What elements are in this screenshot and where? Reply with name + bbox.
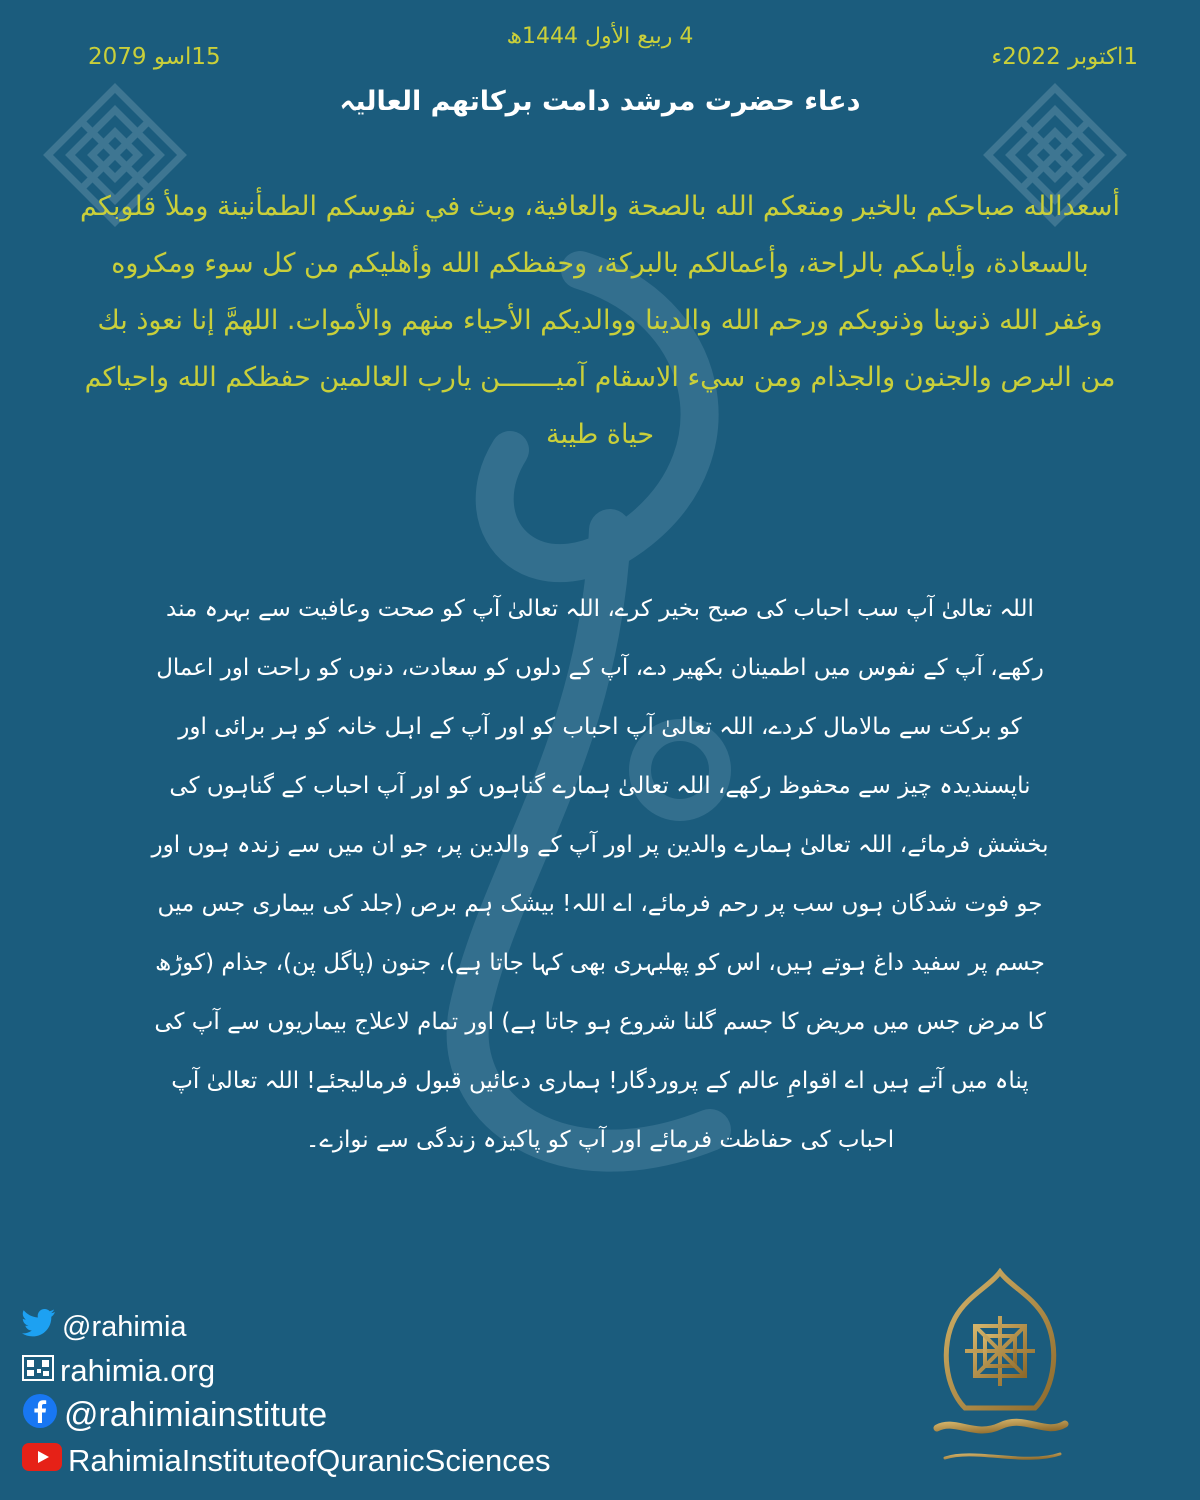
urdu-translation-text: اللہ تعالیٰ آپ سب احباب کی صبح بخیر کرے، اللہ تعالیٰ آپ کو صحت وعافیت سے بہرہ مند رکھے، آپ کے نفوس میں اطمینان بکھیر دے، آپ کے دلوں کو سعادت، دنوں کو راحت اور اعمال کو برکت سے مالامال کردے، اللہ تعالیٰ آپ احباب کو اور آپ کے اہل خانہ کو ہر برائی اور ناپسندیدہ چیز سے محفوظ رکھے، اللہ تعالیٰ ہمارے گناہوں کو اور آپ احباب کے گناہوں کی بخشش فرمائے، اللہ تعالیٰ ہمارے والدین پر اور آپ کے والدین پر، جو ان میں سے زندہ ہوں اور جو فوت شدگان ہوں سب پر رحم فرمائے، اے اللہ! بیشک ہم برص (جلد کی بیماری جس میں جسم پر سفید داغ ہوتے ہیں، اس کو پھلبہری بھی کہا جاتا ہے)، جنون (پاگل پن)، جذام (کوڑھ کا مرض جس میں مریض کا جسم گلنا شروع ہو جاتا ہے) اور تمام لاعلاج بیماریوں سے آپ کی پناہ میں آتے ہیں اے اقوامِ عالم کے پروردگار! ہماری دعائیں قبول فرمالیجئے! اللہ تعالیٰ آپ احباب کی حفاظت فرمائے اور آپ کو پاکیزہ زندگی سے نوازے۔ [151, 596, 1049, 1153]
page-title: دعاء حضرت مرشد دامت برکاتھم العالیہ [339, 86, 861, 117]
hijri-date: 4 ربیع الأول 1444ھ [506, 24, 694, 49]
twitter-handle: @rahimia [62, 1310, 187, 1343]
youtube-link[interactable] [22, 1437, 722, 1485]
facebook-link[interactable] [22, 1393, 722, 1437]
facebook-icon [22, 1393, 58, 1438]
twitter-link[interactable] [22, 1305, 722, 1349]
twitter-icon [22, 1309, 56, 1345]
youtube-icon [22, 1443, 62, 1479]
social-links [22, 1305, 722, 1485]
youtube-channel: RahimiaInstituteofQuranicSciences [68, 1443, 551, 1478]
website-url: rahimia.org [60, 1353, 216, 1388]
gregorian-date: 1اکتوبر 2022ء [991, 44, 1138, 70]
qr-web-icon [22, 1353, 54, 1389]
website-link[interactable] [22, 1349, 722, 1393]
rahimia-logo [915, 1268, 1085, 1478]
facebook-handle: @rahimiainstitute [64, 1395, 328, 1434]
bikrami-date: 15اسو 2079 [88, 44, 221, 70]
arabic-dua-text: أسعدالله صباحكم بالخير ومتعكم الله بالصحة والعافية، وبث في نفوسكم الطمأنينة وملأ قلوبكم بالسعادة، وأيامكم بالراحة، وأعمالكم بالبركة، وحفظكم الله وأهليكم من كل سوء ومكروه وغفر الله ذنوبنا وذنوبكم ورحم الله والدينا ووالديكم الأحياء منهم والأموات. اللهمَّ إنا نعوذ بك من البرص والجنون والجذام ومن سيء الاسقام آميـــــــن يارب العالمين حفظكم الله واحياكم حياة طيبة [80, 191, 1120, 450]
